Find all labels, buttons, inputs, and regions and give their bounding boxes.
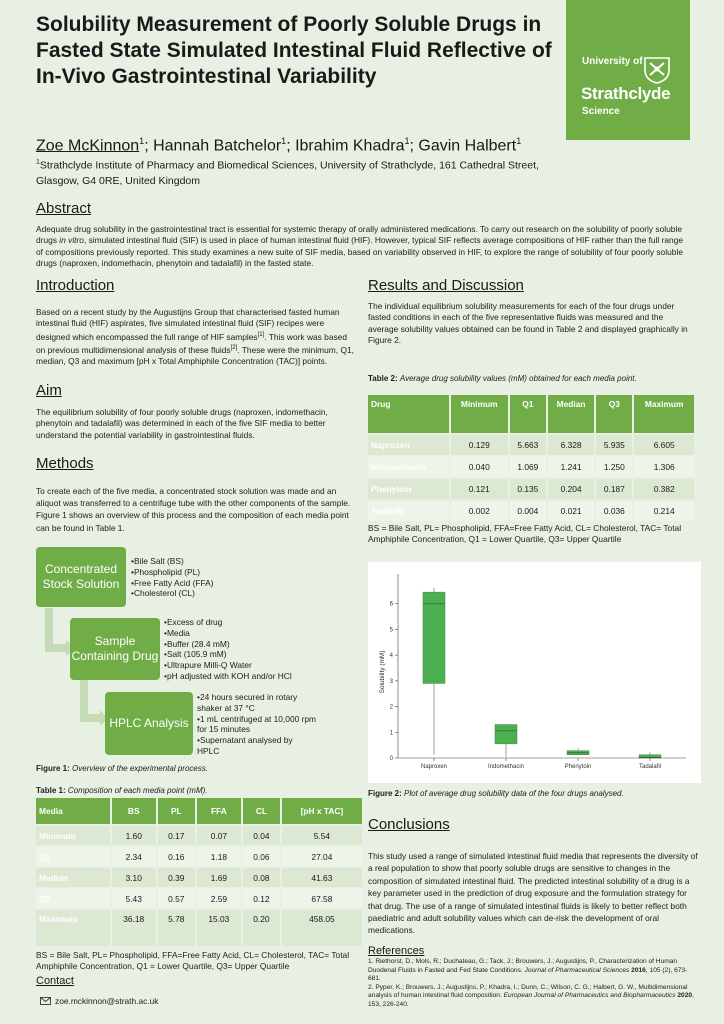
table1-note: BS = Bile Salt, PL= Phospholipid, FFA=Free Fatty Acid, CL= Cholesterol, TAC= Total Amphiphile Concentration, Q1 = Lower Quartile, Q3= Upper Quartile <box>36 950 350 971</box>
contact-heading: Contact <box>36 975 74 987</box>
y-tick-label: 4 <box>389 653 393 660</box>
sample-bullets <box>164 617 292 682</box>
row-header: Tadalafil <box>368 501 449 521</box>
bullet-item: • 24 hours secured in rotary shaker at 37 °C <box>197 692 317 714</box>
flow-step-hplc: HPLC Analysis <box>105 692 193 755</box>
table-row <box>368 435 694 455</box>
author-name: Hannah Batchelor <box>153 137 282 155</box>
table-cell: 3.10 <box>112 868 156 887</box>
table-cell: 36.18 <box>112 910 156 946</box>
column-header: Median <box>548 395 595 433</box>
y-axis <box>390 574 398 762</box>
table-cell: 5.43 <box>112 889 156 908</box>
x-tick-label: Indomethacin <box>487 764 525 770</box>
flow-step-sample: Sample Containing Drug <box>70 618 160 680</box>
bullet-item: • Cholesterol (CL) <box>131 588 214 599</box>
table-row <box>36 868 362 887</box>
table-row <box>368 457 694 477</box>
y-tick-label: 3 <box>389 678 393 685</box>
table-cell: 0.204 <box>548 479 595 499</box>
x-tick-label: Phenytoin <box>564 764 592 770</box>
results-text: The individual equilibrium solubility measurements for each of the four drugs under fasted conditions in each of the five representative fluids was measured and the average solubility values obtained can be found in Table 2 and displayed graphically in Figure 2. <box>368 301 688 345</box>
reference-journal: Journal of Pharmaceutical Sciences <box>524 966 630 974</box>
logo-line2: Strathclyde <box>581 84 671 103</box>
bullet-item: • 1 mL centrifuged at 10,000 rpm for 15 minutes <box>197 714 317 736</box>
university-logo <box>566 0 690 140</box>
table-cell: 0.06 <box>243 847 280 866</box>
author-affiliation-mark: 1 <box>516 136 522 146</box>
conclusions-heading: Conclusions <box>368 816 450 833</box>
figure2-chart-panel <box>368 562 701 783</box>
caption-label: Table 2: <box>368 374 398 383</box>
bullet-item: • Free Fatty Acid (FFA) <box>131 578 214 589</box>
caption-text: Overview of the experimental process. <box>72 764 209 773</box>
y-tick-label: 2 <box>389 704 393 711</box>
author-list: Zoe McKinnon$^1$; Hannah Batchelor$^1$; Ibrahim Khadra$^1$; Gavin Halbert$^1$ <box>36 136 522 155</box>
introduction-text-part: . These were the minimum, Q1, median, Q3 and maximum [pH x Total Amphiphile Concentration (TAC)] points. <box>36 344 354 366</box>
box-series <box>423 588 661 758</box>
table-cell: 1.069 <box>510 457 546 477</box>
caption-text: Average drug solubility values (mM) obtained for each media point. <box>399 374 637 383</box>
column-header: Media <box>36 798 110 824</box>
row-header: Naproxen <box>368 435 449 455</box>
reference-item <box>368 958 698 984</box>
reference-year: 2016 <box>629 966 646 974</box>
table-cell: 27.04 <box>282 847 362 866</box>
table1-caption <box>36 786 208 795</box>
box-iqr <box>423 592 445 683</box>
row-header: Phenytoin <box>368 479 449 499</box>
bullet-item: • pH adjusted with KOH and/or HCl <box>164 671 292 682</box>
introduction-text <box>36 307 358 367</box>
table-row <box>368 501 694 521</box>
reference-details: , 105 (2), 673-681. <box>368 966 688 983</box>
stock-solution-bullets <box>131 556 214 599</box>
logo-line1: University of <box>582 56 643 67</box>
table-cell: 0.021 <box>548 501 595 521</box>
table-cell: 5.935 <box>596 435 632 455</box>
y-tick-label: 5 <box>389 627 393 634</box>
table-row <box>36 889 362 908</box>
column-header: PL <box>158 798 195 824</box>
table-cell: 1.69 <box>197 868 241 887</box>
affiliation-text: Strathclyde Institute of Pharmacy and Biomedical Sciences, University of Strathclyde, 161 Cathedral Street, Glasgow, G4 0RE, United Kingdom <box>36 159 539 187</box>
figure1-caption <box>36 764 208 773</box>
abstract-text <box>36 224 688 269</box>
table-cell: 0.187 <box>596 479 632 499</box>
citation-mark: [2] <box>230 344 238 351</box>
column-header: Q3 <box>596 395 632 433</box>
row-header: Maximum <box>36 910 110 946</box>
table-cell: 0.04 <box>243 826 280 845</box>
column-header: CL <box>243 798 280 824</box>
methods-heading: Methods <box>36 455 94 472</box>
methods-text: To create each of the five media, a concentrated stock solution was made and an aliquot was transferred to a centrifuge tube with the other components of the sample. Figure 1 shows an overview of this process and the composition of each media point can be found in Table 1. <box>36 486 351 533</box>
column-header: Maximum <box>634 395 694 433</box>
y-tick-label: 6 <box>389 601 393 608</box>
table-cell: 0.135 <box>510 479 546 499</box>
table-cell: 0.57 <box>158 889 195 908</box>
table-cell: 6.605 <box>634 435 694 455</box>
x-tick-label: Naproxen <box>420 764 448 770</box>
introduction-text-part: Based on a recent study by the Augustijns Group that characterised fasted human intestinal fluid (HIF) aspirates, five simulated intestinal fluid (SIF) recipes were designed which encompassed the full range of HIF samples <box>36 307 340 342</box>
table-cell: 0.004 <box>510 501 546 521</box>
y-axis-label: Solubility (mM) <box>379 650 386 694</box>
table-header-row <box>36 798 362 824</box>
table-row <box>36 847 362 866</box>
caption-label: Table 1: <box>36 786 66 795</box>
abstract-text-italic: in vitro <box>59 235 84 246</box>
conclusions-text: This study used a range of simulated intestinal fluid media that represents the diversity of a real population to show that poorly soluble drugs are sensitive to changes in the composition of simulated intestinal fluid. The predicted intestinal solubility of a drug is a key parameter used in the prediction of drug exposure and the formulation strategy for that drug. The use of a range of simulated intestinal fluids is likely to better reflect both paediatric and adult solubility values which can de-risk the development of oral medications. <box>368 851 698 936</box>
y-tick-label: 1 <box>389 730 393 737</box>
table-row <box>368 479 694 499</box>
introduction-text-part: . This work was based on previous multidimensional analysis of these fluids <box>36 331 347 355</box>
bullet-item: • Ultrapure Milli-Q Water <box>164 660 292 671</box>
column-header: Q1 <box>510 395 546 433</box>
table-cell: 0.20 <box>243 910 280 946</box>
row-header: Median <box>36 868 110 887</box>
table-cell: 0.040 <box>451 457 508 477</box>
table-cell: 1.18 <box>197 847 241 866</box>
table-cell: 0.129 <box>451 435 508 455</box>
table-row <box>36 826 362 845</box>
bullet-item: • Salt (105.9 mM) <box>164 649 292 660</box>
table-cell: 1.250 <box>596 457 632 477</box>
reference-text: 2. Pyper, K.; Brouwers, J.; Augustijns, P.; Khadra, I.; Dunn, C.; Wilson, C. G.; Halbert, G. W., Multidimensional analysis of human intestinal fluid composition. <box>368 983 688 1000</box>
table-row <box>36 910 362 946</box>
table-cell: 0.12 <box>243 889 280 908</box>
author-name: Zoe McKinnon <box>36 137 140 155</box>
table-cell: 6.328 <box>548 435 595 455</box>
table-cell: 1.306 <box>634 457 694 477</box>
figure2-caption <box>368 789 624 798</box>
table-header-row <box>368 395 694 433</box>
reference-item <box>368 984 698 1010</box>
column-header: BS <box>112 798 156 824</box>
drug-solubility-table <box>366 393 696 523</box>
caption-text: Plot of average drug solubility data of the four drugs analysed. <box>404 789 624 798</box>
bullet-item: • Buffer (28.4 mM) <box>164 639 292 650</box>
reference-journal: European Journal of Pharmaceutics and Biopharmaceutics <box>503 992 676 1000</box>
x-tick-label: Tadalafil <box>638 764 662 770</box>
x-axis <box>398 758 686 770</box>
introduction-heading: Introduction <box>36 277 115 294</box>
table-cell: 0.07 <box>197 826 241 845</box>
caption-text: Composition of each media point (mM). <box>67 786 208 795</box>
table-cell: 5.663 <box>510 435 546 455</box>
author-affiliation-mark: 1 <box>281 136 287 146</box>
table-cell: 0.002 <box>451 501 508 521</box>
table-cell: 41.63 <box>282 868 362 887</box>
bullet-item: • Excess of drug <box>164 617 292 628</box>
table-cell: 2.34 <box>112 847 156 866</box>
results-heading: Results and Discussion <box>368 277 524 294</box>
bullet-item: • Bile Salt (BS) <box>131 556 214 567</box>
author-name: Ibrahim Khadra <box>295 137 405 155</box>
references-heading: References <box>368 945 425 957</box>
author-affiliation-mark: 1 <box>139 136 145 146</box>
affiliation <box>36 155 576 189</box>
contact-email[interactable]: zoe.mckinnon@strath.ac.uk <box>55 996 159 1006</box>
row-header: Indomethacin <box>368 457 449 477</box>
table-cell: 5.54 <box>282 826 362 845</box>
column-header: Drug <box>368 395 449 433</box>
flow-step-stock-solution: Concentrated Stock Solution <box>36 547 126 607</box>
hplc-bullets <box>197 692 317 757</box>
author-affiliation-mark: 1 <box>404 136 410 146</box>
abstract-text-part: Adequate drug solubility in the gastrointestinal tract is essential for systemic therapy of orally administered medications. To carry out research on the solubility of poorly soluble drugs <box>36 224 682 246</box>
table-cell: 0.08 <box>243 868 280 887</box>
table-cell: 2.59 <box>197 889 241 908</box>
box-iqr <box>495 725 517 744</box>
abstract-text-part: , simulated intestinal fluid (SIF) is used in place of human intestinal fluid (HIF). However, typical SIF reflects average compositions of HIF rather than the full range of compositions previously reported. This study examines a new suite of SIF media, based on variability observed in HIF, to explore the range of solubility of four poorly soluble drugs (naproxen, indomethacin, phenytoin and tadalafil) in the fasted state. <box>36 235 684 268</box>
table2-caption <box>368 374 637 383</box>
affiliation-mark: 1 <box>36 159 40 166</box>
media-composition-table <box>34 796 364 948</box>
email-icon <box>40 997 51 1005</box>
table-cell: 0.16 <box>158 847 195 866</box>
column-header: [pH x TAC] <box>282 798 362 824</box>
poster-title: Solubility Measurement of Poorly Soluble Drugs in Fasted State Simulated Intestinal Fluid Reflective of In-Vivo Gastrointestinal Variability <box>36 13 552 88</box>
table-cell: 0.121 <box>451 479 508 499</box>
table-cell: 5.78 <box>158 910 195 946</box>
aim-heading: Aim <box>36 382 62 399</box>
table-cell: 1.241 <box>548 457 595 477</box>
table-cell: 0.214 <box>634 501 694 521</box>
logo-line3: Science <box>582 106 620 117</box>
bullet-item: • Media <box>164 628 292 639</box>
caption-label: Figure 1: <box>36 764 70 773</box>
column-header: FFA <box>197 798 241 824</box>
reference-text: 1. Riethorst, D.; Mols, R.; Duchateau, G.; Tack, J.; Brouwers, J.; Augustijns, P., Characterization of Human Duodenal Fluids in Fasted and Fed State Conditions. <box>368 958 678 974</box>
table-cell: 0.036 <box>596 501 632 521</box>
table2-note: BS = Bile Salt, PL= Phospholipid, FFA=Free Fatty Acid, CL= Cholesterol, TAC= Total Amphiphile Concentration, Q1 = Lower Quartile, Q3= Upper Quartile <box>368 523 682 544</box>
table-cell: 1.60 <box>112 826 156 845</box>
table-cell: 458.05 <box>282 910 362 946</box>
row-header: Q1 <box>36 847 110 866</box>
table-cell: 0.39 <box>158 868 195 887</box>
table-cell: 67.58 <box>282 889 362 908</box>
box-plot-chart <box>368 562 701 783</box>
table-cell: 15.03 <box>197 910 241 946</box>
row-header: Q3 <box>36 889 110 908</box>
table-cell: 0.17 <box>158 826 195 845</box>
reference-year: 2020 <box>675 992 693 1000</box>
crest-icon <box>642 54 672 84</box>
reference-list <box>368 958 698 1010</box>
aim-text: The equilibrium solubility of four poorly soluble drugs (naproxen, indomethacin, phenytoin and tadalafil) was determined in each of the five SIF media to better understand the potential variability in gastrointestinal fluids. <box>36 407 328 440</box>
y-tick-label: 0 <box>389 756 393 762</box>
bullet-item: • Supernatant analysed by HPLC <box>197 735 317 757</box>
row-header: Minimum <box>36 826 110 845</box>
citation-mark: [1] <box>257 331 265 338</box>
abstract-heading: Abstract <box>36 200 92 217</box>
bullet-item: • Phospholipid (PL) <box>131 567 214 578</box>
reference-details: , 153, 226-240. <box>368 992 694 1008</box>
column-header: Minimum <box>451 395 508 433</box>
author-name: Gavin Halbert <box>418 137 517 155</box>
table-cell: 0.382 <box>634 479 694 499</box>
caption-label: Figure 2: <box>368 789 402 798</box>
